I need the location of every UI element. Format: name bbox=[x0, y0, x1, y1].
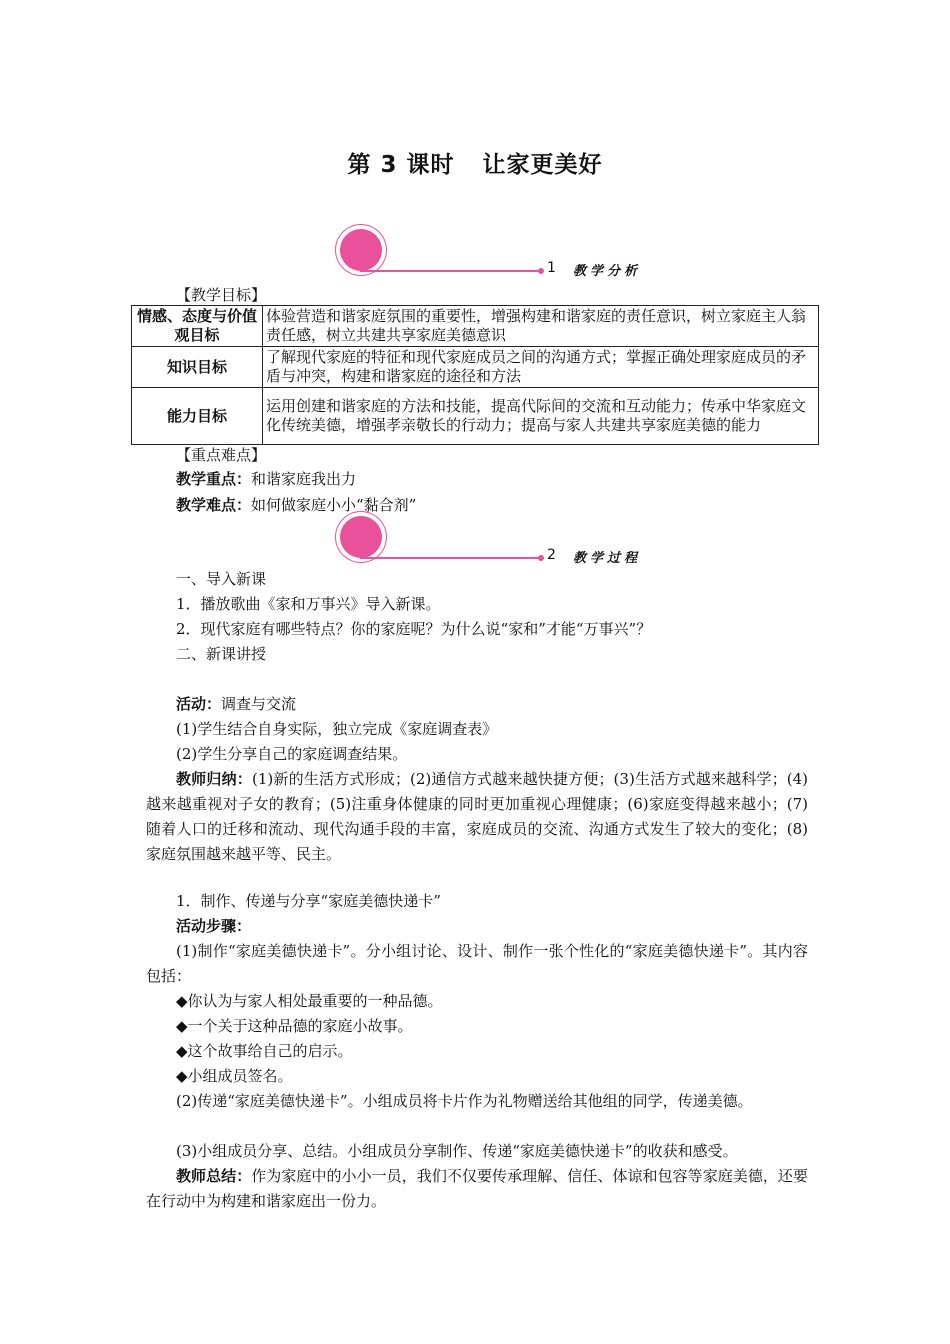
difficulty-label: 教学难点： bbox=[176, 496, 252, 514]
difficulty-text: 如何做家庭小小“黏合剂” bbox=[251, 496, 417, 514]
goal-key: 知识目标 bbox=[132, 347, 263, 388]
list-item: ◆小组成员签名。 bbox=[176, 1067, 293, 1085]
activity-step: (2)学生分享自己的家庭调查结果。 bbox=[176, 745, 408, 763]
step-1 bbox=[146, 939, 808, 989]
section-circle-icon bbox=[340, 229, 382, 271]
key-point bbox=[176, 467, 836, 492]
section-circle-icon bbox=[340, 516, 382, 558]
list-item: ◆这个故事给自己的启示。 bbox=[176, 1042, 353, 1060]
key-point-label: 教学重点： bbox=[176, 470, 252, 488]
conclusion-label: 教师总结： bbox=[176, 1167, 252, 1185]
goals-heading: 【教学目标】 bbox=[176, 286, 267, 304]
part-heading: 1．制作、传递与分享“家庭美德快递卡” bbox=[176, 892, 441, 910]
intro-step: 1．播放歌曲《家和万事兴》导入新课。 bbox=[176, 595, 441, 613]
activity-label: 活动： bbox=[176, 695, 222, 713]
activity-step: (1)学生结合自身实际，独立完成《家庭调查表》 bbox=[176, 720, 498, 738]
activity-line bbox=[176, 692, 836, 717]
title-lesson-number: 第 3 课时 bbox=[347, 152, 455, 178]
section-label: 教学分析 bbox=[573, 264, 642, 279]
steps-label: 活动步骤： bbox=[176, 917, 252, 935]
goal-key: 能力目标 bbox=[132, 388, 263, 445]
step-3 bbox=[146, 1139, 808, 1164]
step-2-text: (2)传递“家庭美德快递卡”。小组成员将卡片作为礼物赠送给其他组的同学，传递美德。 bbox=[176, 1092, 753, 1110]
table-row bbox=[132, 306, 819, 347]
section-dot-icon bbox=[538, 268, 544, 274]
activity-text: 调查与交流 bbox=[221, 695, 297, 713]
section-number: 2 bbox=[547, 547, 556, 563]
intro-step: 2．现代家庭有哪些特点？你的家庭呢？为什么说“家和”才能“万事兴”？ bbox=[176, 620, 652, 638]
summary-text: (1)新的生活方式形成；(2)通信方式越来越快捷方便；(3)生活方式越来越科学；(4)越来越重视对子女的教育；(5)注重身体健康的同时更加重视心理健康；(6)家庭变得越来越小；(7)随着人口的迁移和流动、现代沟通手段的丰富，家庭成员的交流、沟通方式发生了较大的变化；(8)家庭氛围越来越平等、民主。 bbox=[146, 770, 808, 863]
table-row bbox=[132, 347, 819, 388]
list-item: ◆一个关于这种品德的家庭小故事。 bbox=[176, 1017, 413, 1035]
table-row bbox=[132, 388, 819, 445]
heading-intro: 一、导入新课 bbox=[176, 570, 267, 588]
section-divider bbox=[360, 270, 540, 272]
teacher-conclusion bbox=[146, 1164, 808, 1214]
goal-value: 了解现代家庭的特征和现代家庭成员之间的沟通方式；掌握正确处理家庭成员的矛盾与冲突，构建和谐家庭的途径和方法 bbox=[263, 347, 819, 388]
goal-value: 运用创建和谐家庭的方法和技能，提高代际间的交流和互动能力；传承中华家庭文化传统美德，增强孝亲敬长的行动力；提高与家人共建共享家庭美德的能力 bbox=[263, 388, 819, 445]
section-divider bbox=[360, 557, 540, 559]
teacher-summary bbox=[146, 767, 808, 867]
section-header-process bbox=[340, 516, 660, 570]
step-3-text: (3)小组成员分享、总结。小组成员分享制作、传递“家庭美德快递卡”的收获和感受。 bbox=[176, 1142, 738, 1160]
step-1-text: (1)制作“家庭美德快递卡”。分小组讨论、设计、制作一张个性化的“家庭美德快递卡”。其内容包括： bbox=[146, 942, 808, 985]
key-point-text: 和谐家庭我出力 bbox=[251, 470, 357, 488]
step-2 bbox=[146, 1089, 808, 1114]
section-number: 1 bbox=[547, 260, 556, 276]
summary-label: 教师归纳： bbox=[176, 770, 252, 788]
goals-table bbox=[131, 305, 819, 445]
section-header-analysis bbox=[340, 229, 660, 283]
page-title bbox=[0, 146, 950, 179]
goal-value: 体验营造和谐家庭氛围的重要性，增强构建和谐家庭的责任意识，树立家庭主人翁责任感，树立共建共享家庭美德意识 bbox=[263, 306, 819, 347]
goal-key: 情感、态度与价值观目标 bbox=[132, 306, 263, 347]
keypoints-heading: 【重点难点】 bbox=[176, 446, 267, 464]
section-dot-icon bbox=[538, 555, 544, 561]
difficulty bbox=[176, 493, 836, 518]
title-lesson-name: 让家更美好 bbox=[482, 152, 603, 178]
conclusion-text: 作为家庭中的小小一员，我们不仅要传承理解、信任、体谅和包容等家庭美德，还要在行动中为构建和谐家庭出一份力。 bbox=[146, 1167, 808, 1210]
list-item: ◆你认为与家人相处最重要的一种品德。 bbox=[176, 992, 443, 1010]
steps-heading bbox=[176, 914, 836, 939]
section-label: 教学过程 bbox=[573, 551, 642, 566]
heading-lecture: 二、新课讲授 bbox=[176, 645, 267, 663]
